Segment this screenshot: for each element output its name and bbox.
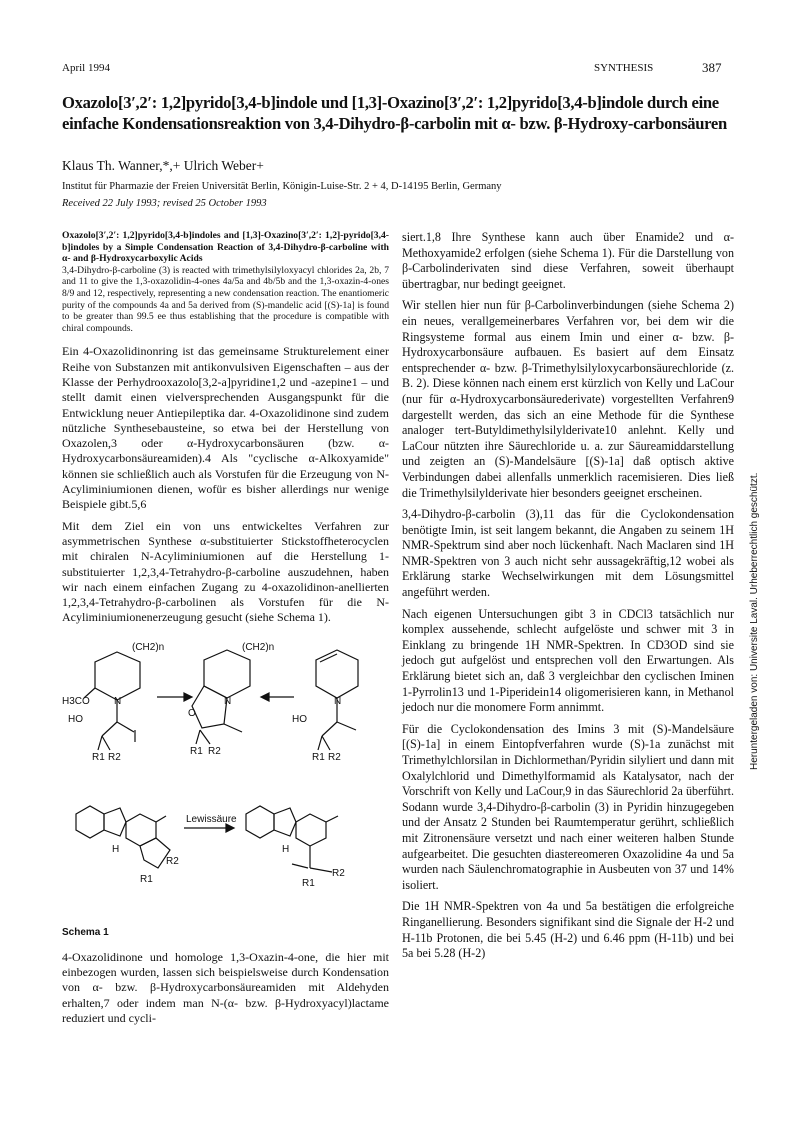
right-column bbox=[402, 230, 734, 968]
r1-label: R1 bbox=[190, 745, 203, 757]
r1-label: R1 bbox=[302, 877, 315, 889]
r2-label: R2 bbox=[332, 867, 345, 879]
nitrogen-label: N bbox=[224, 695, 232, 707]
affiliation: Institut für Pharmazie der Freien Universität Berlin, Königin-Luise-Str. 2 + 4, D-14195 Berlin, Germany bbox=[62, 181, 502, 192]
ring-size-label: (CH2)n bbox=[132, 641, 165, 653]
paragraph: 3,4-Dihydro-β-carbolin (3),11 das für die Cyclokondensation benötigte Imin, ist seit langem bekannt, die Angaben zu seinem 1H NMR-Spektrum sind aber noch lückenhaft. Nach Maclaren sind 1H NMR-Spektren von 3 auch nicht sehr aussagekräftig,12 wobei als Erklärung starke Wechselwirkungen mit dem Lösungsmittel angeführt werden. bbox=[402, 507, 734, 600]
paragraph: Für die Cyclokondensation des Imins 3 mit (S)-Mandelsäure [(S)-1a] in einem Eintopfverfahren wurde (S)-1a zunächst mit Trimethylchlorsilan in Dichlormethan/Pyridin silyliert und dann mit Oxalylchlorid und Dimethylformamid als Katalysator, nach der Vorschrift von Kelly und LaCour,9 in das Säurechlorid 2a überführt. Sodann wurde 3,4-Dihydro-β-carbolin (3) in Pyridin hinzugegeben und der Ansatz 2 Stunden bei Raumtemperatur gerührt, schließlich mit Zitronensäure versetzt und nach einer weiteren halben Stunde aufgearbeitet. Die gesuchten diastereomeren Oxazolidine 4a und 5a wurden nach Säulenchromatographie in Ausbeuten von 37 und 14% isoliert. bbox=[402, 721, 734, 892]
abstract-text: 3,4-Dihydro-β-carboline (3) is reacted with trimethylsilyloxyacyl chlorides 2a, 2b, 7 and 11 to give the 1,3-oxazolidin-4-ones 4a/5a and 4b/5b and the 1,3-oxazin-4-ones 8/9 and 12, respectively, representing a new condensation reaction. The enantiomeric purity of the compounds 4a and 5a derived from (S)-mandelic acid [(S)-1a] is found to be greater than 99.5 ee thus establishing that the procedure is compatible with chiral compounds. bbox=[62, 264, 389, 334]
paragraph: 4-Oxazolidinone und homologe 1,3-Oxazin-4-one, die hier mit einbezogen wurden, lassen sich beispielsweise durch Kondensation von α- bzw. β-Hydroxycarbonsäureamiden mit Aldehyden erhalten,7 oder indem man N-(α- bzw. β-Hydroxyacyl)lactame reduziert und cycli- bbox=[62, 949, 389, 1025]
paragraph: Die 1H NMR-Spektren von 4a und 5a bestätigen die erfolgreiche Ringanellierung. Besonders signifikant sind die Signale der H-2 und H-11b Protonen, die bei 5.45 (H-2) und 6.46 ppm (H-11b) und bei 5a bei 5.28 (H-2) bbox=[402, 899, 734, 961]
article-title: Oxazolo[3′,2′: 1,2]pyrido[3,4-b]indole und [1,3]-Oxazino[3′,2′: 1,2]pyrido[3,4-b]indole durch eine einfache Kondensationsreaktion von 3,4-Dihydro-β-carbolin mit α- bzw. β-Hydroxy-carbonsäuren bbox=[62, 93, 727, 133]
hydroxy-label: HO bbox=[292, 713, 307, 725]
paragraph: Wir stellen hier nun für β-Carbolinverbindungen (siehe Schema 2) ein neues, verallgemeinerbares Verfahren vor, bei dem wir die Ringsysteme formal aus einem Imin und einer α- bzw. β-Hydroxycarbonsäure aufbauen. Es basiert auf dem Einsatz entsprechender α- bzw. β-Trimethylsilyloxycarbonsäurechloride (z. B. 2). Diese können nach einem erst kürzlich von Kelly und LaCour (nur für α-Hydroxycarbonsäurederivate) vorgestellten Verfahren9 dargestellt werden, das sich an eine Methode für die Synthese analoger tert-Butyldimethylsilylderivate10 anlehnt. Kelly und LaCour nützten ihre Säurechloride u. a. zur Säureamiddarstellung und zeigten an (S)-Mandelsäure [(S)-1a] daß optisch aktive Verbindungen dabei allenfalls unmerklich racemisieren. Dies ließ die Trimethylsilylderivate hier besonders geeignet erscheinen. bbox=[402, 298, 734, 500]
left-column bbox=[62, 230, 389, 1032]
nh-label: H bbox=[282, 843, 290, 855]
r1-label: R1 bbox=[92, 751, 105, 763]
r1-label: R1 bbox=[312, 751, 325, 763]
oxygen-label: O bbox=[188, 707, 196, 719]
paragraph: Nach eigenen Untersuchungen gibt 3 in CDCl3 tatsächlich nur komplex aussehende, schlecht aufgelöste und schwer mit 3 in Einklang zu bringende 1H NMR-Spektren. In CD3OD sind sie jedoch gut aufgelöst und entsprechen voll den Erwartungen. Als Erklärung bietet sich an, daß 3 vergleichbar den cyclischen Iminen 1-Pyrrolin13 und 1-Piperidein14 oligomerisieren kann, in Methanol jedoch nur die monomere Form annimmt. bbox=[402, 606, 734, 715]
hydroxy-label: HO bbox=[68, 713, 83, 725]
ring-size-label: (CH2)n bbox=[242, 641, 275, 653]
r2-label: R2 bbox=[166, 855, 179, 867]
running-header-journal: SYNTHESIS bbox=[594, 62, 654, 74]
r1-label: R1 bbox=[140, 873, 153, 885]
paragraph: Ein 4-Oxazolidinonring ist das gemeinsame Strukturelement einer Reihe von Substanzen mit antikonvulsiven Eigenschaften – aus der Klasse der Perhydrooxazolo[3,2-a]pyridine1,2 und -azepine1 – und stellt damit einen vielversprechenden Ausgangspunkt für die Entwicklung neuer Antiepileptika dar. 4-Oxazolidinone sind zudem nützliche Synthesebausteine, so etwa bei der Herstellung von Oxazolen,3 oder α-Hydroxycarbonsäuren (bzw. α-Hydroxycarbonsäureamiden).4 Als "cyclische α-Alkoxyamide" können sie schließlich auch als Vorstufen für die Erzeugung von N-Acyliminiumionen dienen, wofür es bisher allerdings nur wenige Beispiele gibt.5,6 bbox=[62, 344, 389, 512]
download-watermark: Heruntergeladen von: Universite Laval. Urheberrechtlich geschützt. bbox=[749, 472, 760, 770]
abstract bbox=[62, 230, 389, 334]
paragraph: siert.1,8 Ihre Synthese kann auch über Enamide2 und α-Methoxyamide2 erfolgen (siehe Schema 1). Für die Darstellung von β-Carbolinderivaten sind diese Verfahren, soweit überhaupt übertragbar, nur bedingt geeignet. bbox=[402, 230, 734, 291]
page-number: 387 bbox=[702, 60, 722, 75]
scheme-caption: Schema 1 bbox=[62, 926, 109, 938]
nitrogen-label: N bbox=[114, 695, 122, 707]
reagent-label: Lewissäure bbox=[186, 813, 237, 825]
authors: Klaus Th. Wanner,*,+ Ulrich Weber+ bbox=[62, 158, 264, 173]
abstract-title: Oxazolo[3′,2′: 1,2]pyrido[3,4-b]indoles and [1,3]-Oxazino[3′,2′: 1,2]-pyrido[3,4-b]indoles by a Simple Condensation Reaction of 3,4-Dihydro-β-carboline with α- and β-Hydroxycarboxylic Acids bbox=[62, 230, 389, 265]
nh-label: H bbox=[112, 843, 120, 855]
methoxy-label: H3CO bbox=[62, 695, 90, 707]
scheme-1-figure bbox=[62, 632, 389, 944]
nitrogen-label: N bbox=[334, 695, 342, 707]
r2-label: R2 bbox=[208, 745, 221, 757]
r2-label: R2 bbox=[328, 751, 341, 763]
received-dates: Received 22 July 1993; revised 25 October 1993 bbox=[62, 198, 267, 209]
running-header-date: April 1994 bbox=[62, 62, 110, 74]
paragraph: Mit dem Ziel ein von uns entwickeltes Verfahren zur asymmetrischen Synthese α-substituierter Stickstoffheterocyclen mit chiralen N-Acyliminiumionen auf die Herstellung 1-substituierter 1,2,3,4-Tetrahydro-β-carboline auszudehnen, haben wir nach einem einfachen Zugang zu 4-oxazolidinon-anellierten 1,2,3,4-Tetrahydro-β-carbolinen als Vorstufen für die N-Acyliminiumionenerzeugung gesucht (siehe Schema 1). bbox=[62, 518, 389, 625]
r2-label: R2 bbox=[108, 751, 121, 763]
